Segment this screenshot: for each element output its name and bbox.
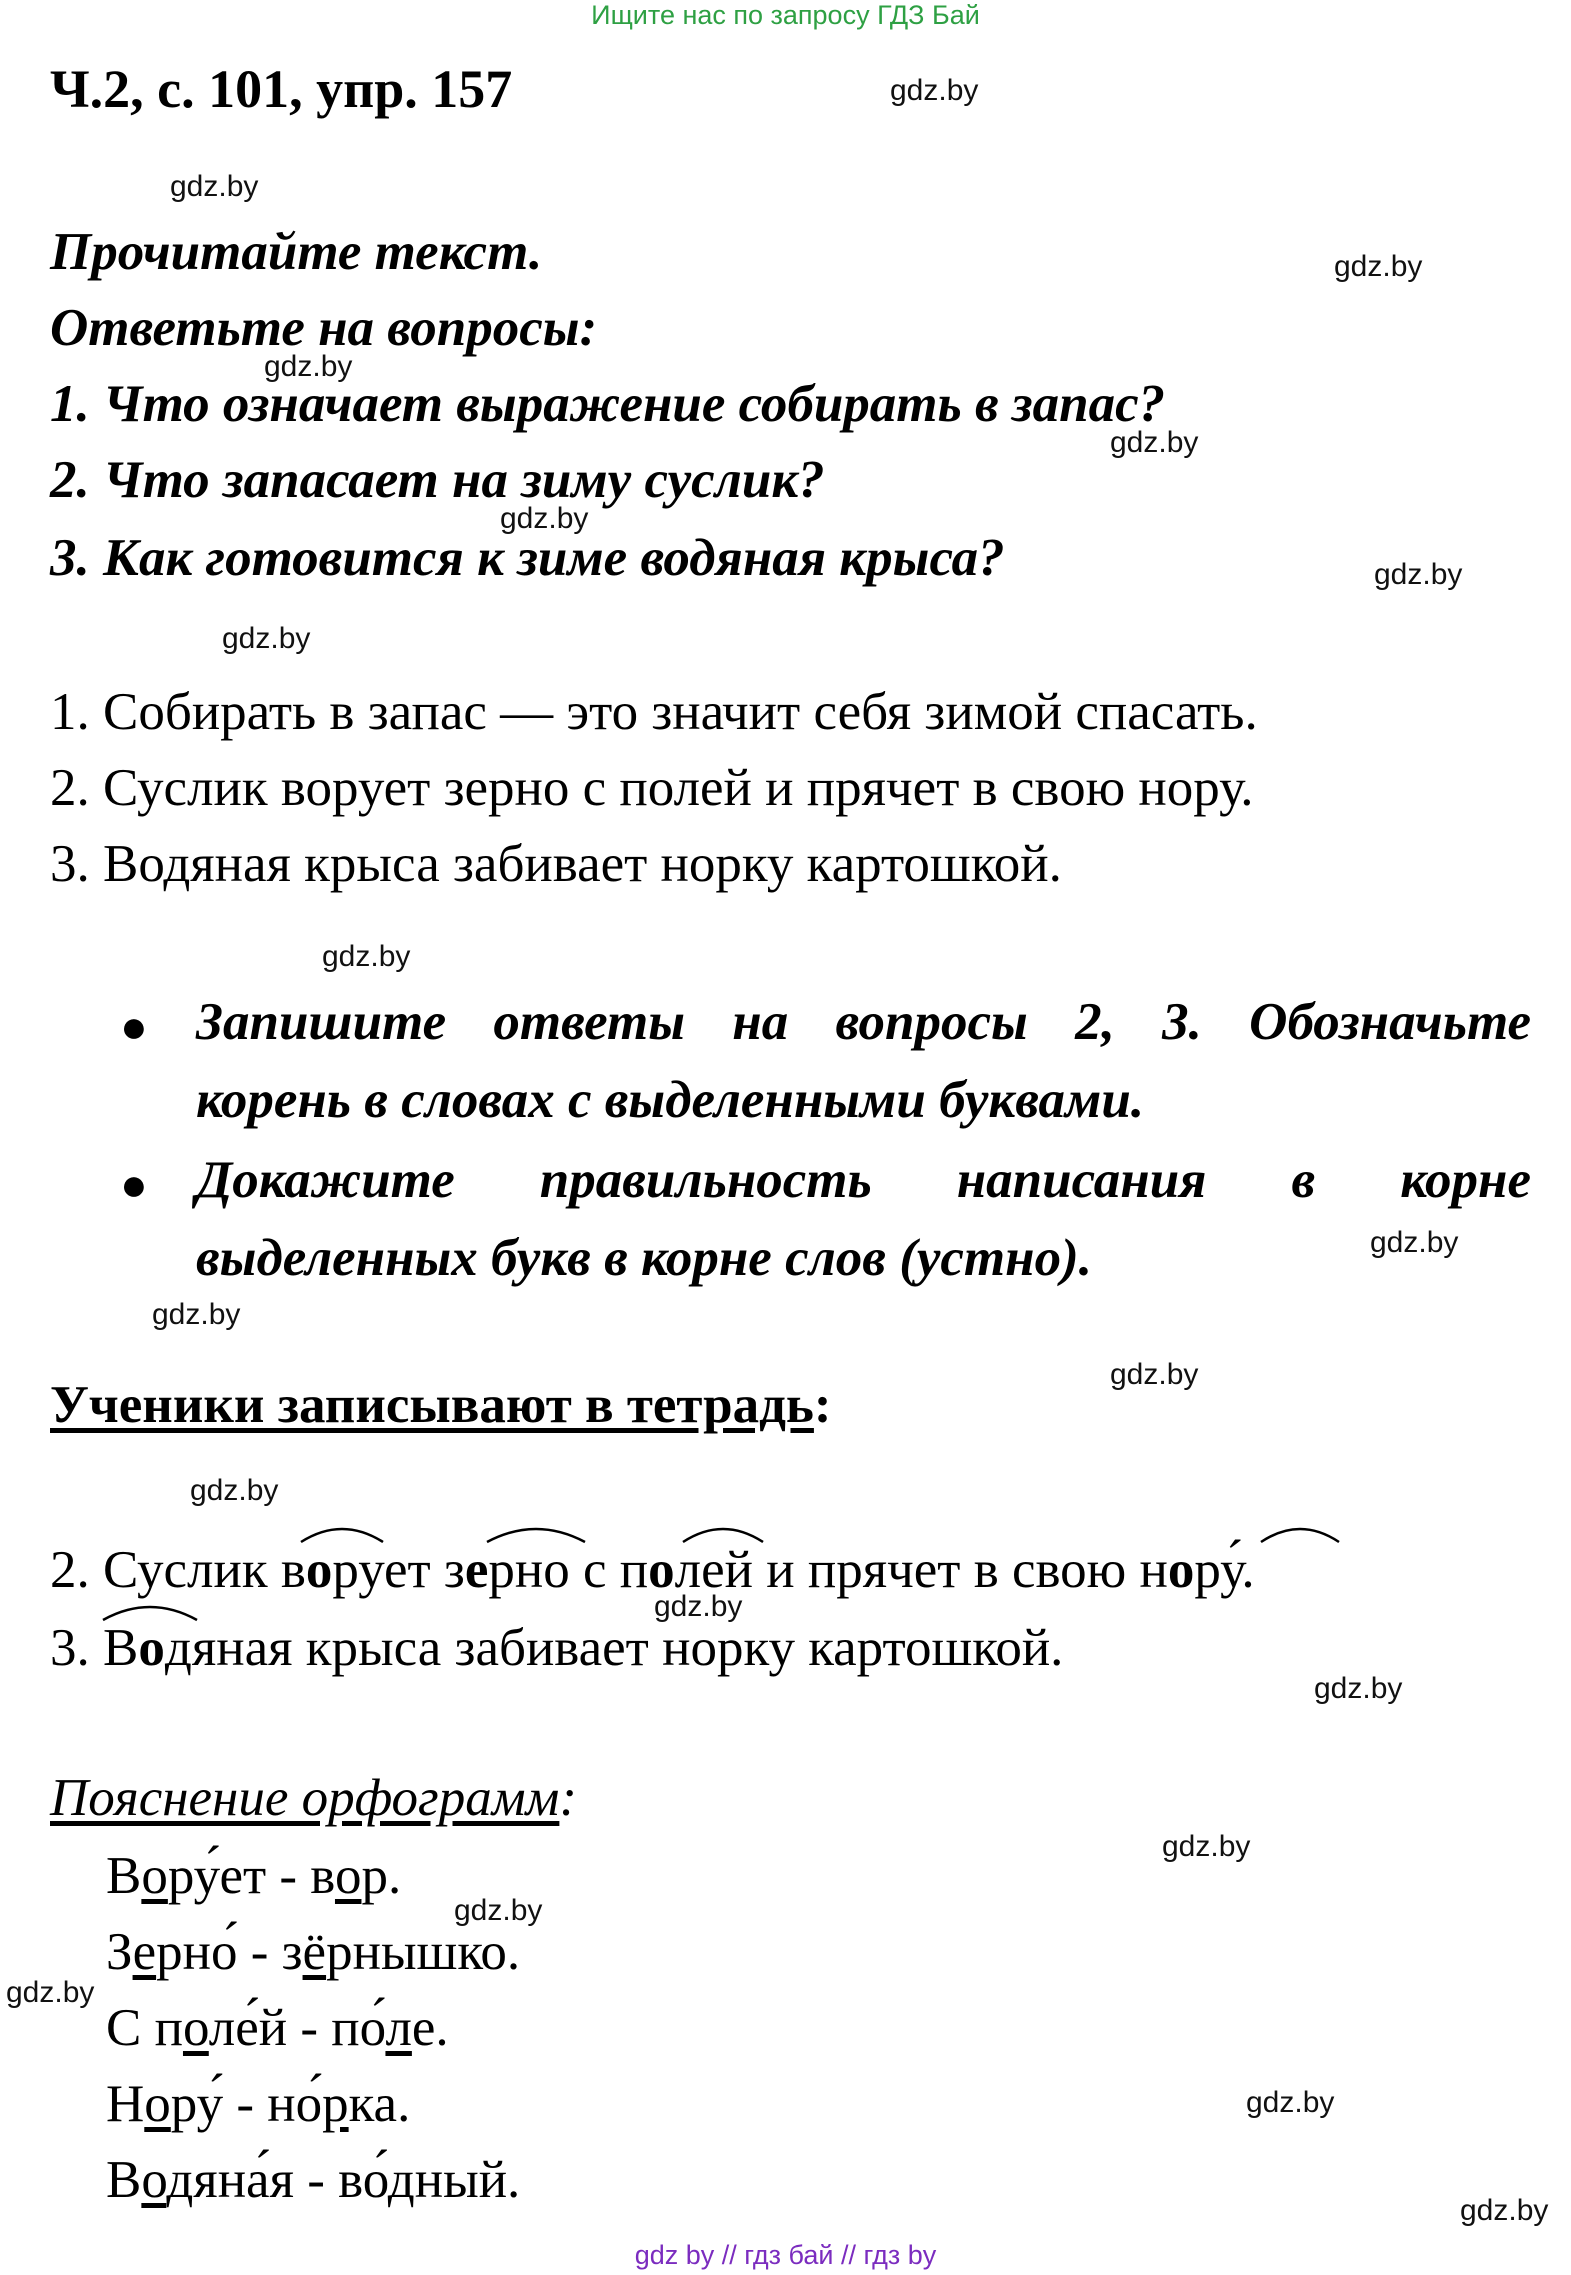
answer-1: 1. Собирать в запас — это значит себя зимой спасать.	[50, 683, 1258, 741]
watermark: gdz.by	[1370, 1226, 1459, 1259]
questions-title: Ответьте на вопросы:	[50, 299, 598, 357]
watermark: gdz.by	[1314, 1672, 1403, 1705]
explanation-title: Пояснение орфограмм:	[50, 1769, 578, 1827]
root-arc	[484, 1520, 588, 1546]
explanation-line: С поле́й - по́ле.	[106, 1999, 449, 2057]
bullet-1-line-2: корень в словах с выделенными буквами.	[196, 1071, 1145, 1129]
watermark: gdz.by	[1110, 1358, 1199, 1391]
root-arc	[100, 1598, 200, 1624]
bullet-2-line-1: Докажите правильность написания в корне	[196, 1151, 1531, 1209]
bullet-marker: ●	[120, 1001, 148, 1052]
explanation-line: Зерно́ - зёрнышко.	[106, 1923, 521, 1981]
question-2: 2. Что запасает на зиму суслик?	[50, 451, 825, 509]
marked-sentence-3: 3. Водяная крыса забивает норку картошкой.	[50, 1619, 1064, 1677]
root-arc	[298, 1520, 386, 1546]
watermark: gdz.by	[1110, 426, 1199, 459]
watermark: gdz.by	[170, 170, 259, 203]
marked-sentence-2: 2. Суслик ворует зерно с полей и прячет в свою нору́.	[50, 1541, 1255, 1599]
question-1: 1. Что означает выражение собирать в запас?	[50, 375, 1166, 433]
watermark: gdz.by	[500, 502, 589, 535]
watermark: gdz.by	[264, 350, 353, 383]
watermark: gdz.by	[1374, 558, 1463, 591]
watermark: gdz.by	[190, 1474, 279, 1507]
watermark: gdz.by	[152, 1298, 241, 1331]
watermark: gdz.by	[654, 1590, 743, 1623]
top-banner: Ищите нас по запросу ГДЗ Бай	[591, 0, 980, 30]
exercise-heading: Ч.2, с. 101, упр. 157	[50, 59, 513, 119]
root-arc	[1258, 1520, 1342, 1546]
root-arc	[680, 1520, 766, 1546]
watermark: gdz.by	[222, 622, 311, 655]
explanation-line: Вору́ет - вор.	[106, 1847, 402, 1905]
watermark: gdz.by	[1246, 2086, 1335, 2119]
watermark: gdz.by	[1162, 1830, 1251, 1863]
bullet-1-line-1: Запишите ответы на вопросы 2, 3. Обозначьте	[196, 993, 1531, 1051]
footer-links: gdz by // гдз бай // гдз by	[634, 2240, 937, 2270]
task-instruction: Прочитайте текст.	[50, 223, 543, 281]
students-title: Ученики записывают в тетрадь:	[50, 1376, 832, 1434]
watermark: gdz.by	[1334, 250, 1423, 283]
explanation-line: Водяна́я - во́дный.	[106, 2151, 521, 2209]
watermark: gdz.by	[890, 74, 979, 107]
answer-2: 2. Суслик ворует зерно с полей и прячет в свою нору.	[50, 759, 1254, 817]
answer-3: 3. Водяная крыса забивает норку картошкой.	[50, 835, 1062, 893]
watermark: gdz.by	[6, 1976, 95, 2009]
bullet-2-line-2: выделенных букв в корне слов (устно).	[196, 1229, 1092, 1287]
watermark: gdz.by	[454, 1894, 543, 1927]
bullet-marker: ●	[120, 1159, 148, 1210]
watermark: gdz.by	[1460, 2194, 1549, 2227]
question-3: 3. Как готовится к зиме водяная крыса?	[50, 529, 1005, 587]
explanation-line: Нору́ - но́рка.	[106, 2075, 411, 2133]
watermark: gdz.by	[322, 940, 411, 973]
